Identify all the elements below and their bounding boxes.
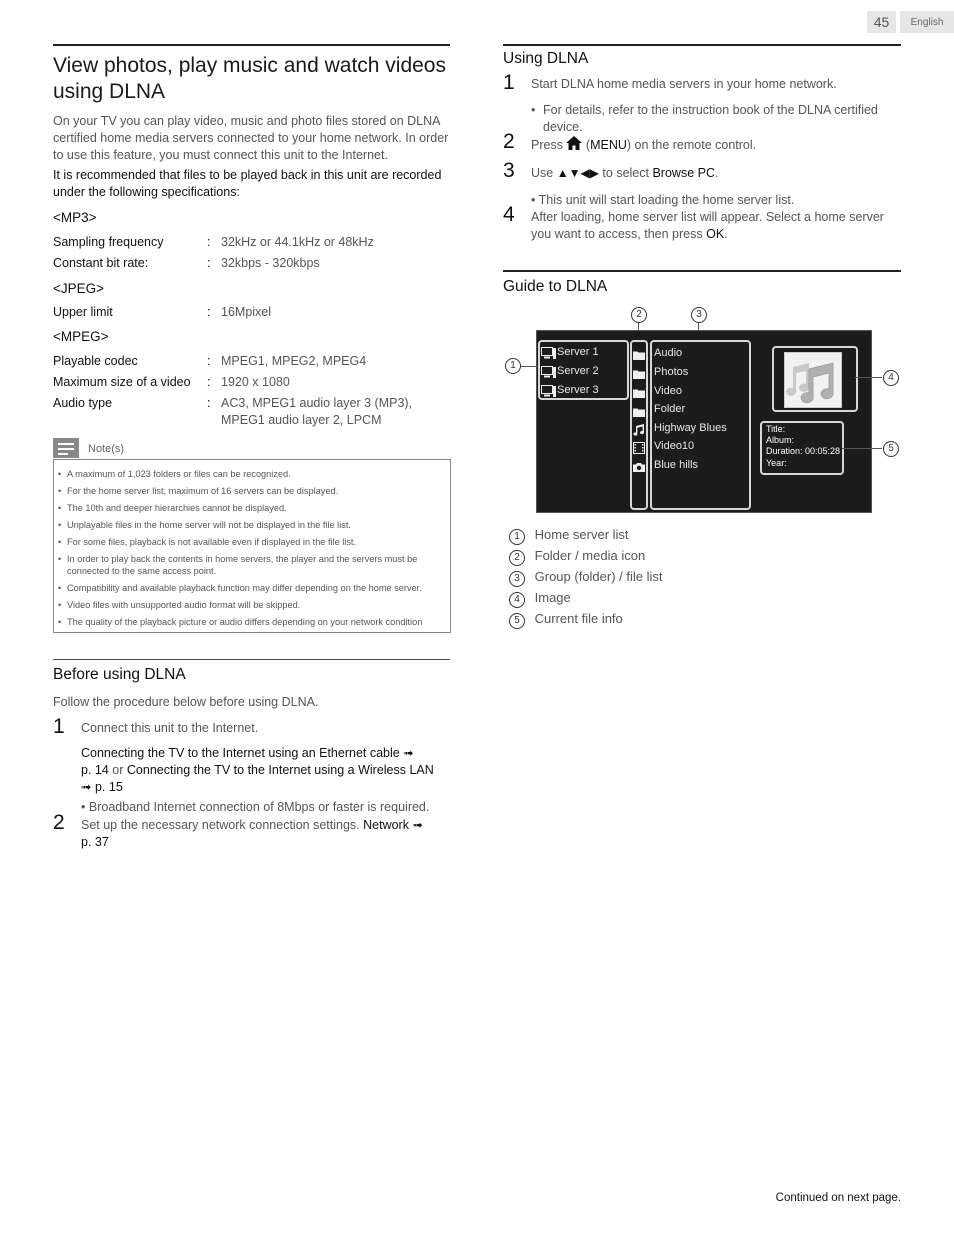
file-list-panel [650, 340, 751, 510]
server-label: Server 3 [557, 384, 599, 396]
folder-icon [633, 388, 645, 398]
server-icon [541, 347, 556, 359]
file-item[interactable]: Folder [654, 403, 686, 415]
bullet-dot: • [531, 103, 536, 117]
menu-key: MENU [590, 138, 627, 152]
spec-value: MPEG1, MPEG2, MPEG4 [221, 354, 367, 368]
image-thumbnail [784, 352, 842, 408]
dlna-screen [536, 330, 872, 513]
title-rule [53, 44, 450, 46]
folder-icon [633, 350, 645, 360]
legend-item [509, 527, 629, 545]
using-step-3-number: 3 [503, 159, 515, 182]
spec-label: Playable codec [53, 354, 138, 368]
file-info-panel [760, 421, 844, 475]
image-panel [772, 346, 858, 412]
notes-list [54, 469, 448, 634]
continued-footer: Continued on next page. [775, 1192, 901, 1204]
info-album: Album: [766, 435, 795, 445]
spec-row [53, 353, 412, 374]
callout-2: 2 [631, 307, 647, 323]
spec-label: Maximum size of a video [53, 375, 191, 389]
ok-key: OK [706, 227, 725, 241]
using-rule [503, 44, 901, 46]
step-3-end: . [715, 166, 719, 180]
server-list-panel [538, 340, 629, 400]
music-image-icon [785, 353, 841, 407]
using-step-4-number: 4 [503, 203, 515, 226]
legend-number: 5 [509, 613, 525, 629]
before-intro: Follow the procedure below before using DLNA. [53, 695, 319, 709]
bullet-text: For details, refer to the instruction book of the DLNA certified device. [543, 103, 878, 134]
step-2-text: Set up the necessary network connection settings. [81, 818, 360, 832]
home-icon [566, 136, 582, 150]
film-icon [633, 442, 645, 454]
arrow-icon: ➟ [412, 818, 423, 832]
using-step-3-text [531, 165, 718, 182]
callout-1-leader [521, 366, 538, 367]
ethernet-page-ref[interactable]: p. 14 [81, 763, 109, 777]
legend-number: 3 [509, 571, 525, 587]
using-step-2-number: 2 [503, 130, 515, 153]
using-step-1-bullet [531, 102, 901, 136]
wireless-link[interactable]: Connecting the TV to the Internet using a Wireless LAN [126, 763, 434, 777]
step-3-mid: to select [602, 166, 649, 180]
note-item: • A maximum of 1,023 folders or files can be recognized. [54, 469, 448, 481]
legend-item [509, 548, 645, 566]
before-rule [53, 659, 450, 660]
mpeg-spec-table [53, 353, 412, 429]
title-line-2: using DLNA [53, 80, 166, 103]
network-link[interactable]: Network [363, 818, 409, 832]
using-step-4-text [531, 209, 903, 243]
media-icon-column [630, 340, 648, 510]
before-step-2-number: 2 [53, 811, 65, 834]
bullet-dot: • [531, 193, 536, 207]
file-item[interactable]: Video10 [654, 440, 695, 452]
spec-sep: : [207, 235, 211, 249]
spec-sep: : [207, 375, 211, 389]
spec-row [53, 374, 412, 395]
spec-value: 16Mpixel [221, 305, 272, 319]
server-label: Server 2 [557, 365, 599, 377]
legend-label: Image [534, 590, 571, 605]
mp3-spec-table [53, 234, 374, 276]
step-4-text: After loading, home server list will appear. Select a home server you want to access, then press [531, 210, 884, 241]
file-item[interactable]: Blue hills [654, 459, 699, 471]
info-year: Year: [766, 458, 787, 468]
file-item[interactable]: Audio [654, 347, 683, 359]
callout-5: 5 [883, 441, 899, 457]
spec-value: 32kHz or 44.1kHz or 48kHz [221, 235, 374, 249]
file-item[interactable]: Video [654, 385, 682, 397]
network-page-ref[interactable]: p. 37 [81, 835, 109, 849]
note-item: • Compatibility and available playback function may differ depending on the home server. [54, 583, 448, 595]
guide-rule [503, 270, 901, 272]
callout-5-leader [842, 448, 882, 449]
server-icon [541, 385, 556, 397]
legend-number: 2 [509, 550, 525, 566]
using-step-1-text: Start DLNA home media servers in your home network. [531, 77, 837, 91]
note-item: • The 10th and deeper hierarchies cannot be displayed. [54, 503, 448, 515]
title-line-1: View photos, play music and watch videos [53, 54, 446, 77]
step-2-pre: Press [531, 138, 563, 152]
callout-4-leader [855, 377, 882, 378]
info-duration: Duration: 00:05:28 [766, 446, 841, 456]
jpeg-spec-table [53, 304, 271, 321]
mp3-heading: <MP3> [53, 210, 97, 225]
legend-number: 4 [509, 592, 525, 608]
using-step-3-bullet [531, 192, 794, 209]
callout-4: 4 [883, 370, 899, 386]
spec-sep: : [207, 256, 211, 270]
note-item: • In order to play back the contents in home servers, the player and the servers must be connected to the same access point. [54, 554, 448, 577]
spec-row [53, 395, 412, 429]
folder-icon [633, 369, 645, 379]
before-bullet-1 [81, 799, 429, 816]
bullet-dot: • [81, 800, 86, 814]
file-item[interactable]: Photos [654, 366, 689, 378]
folder-icon [633, 407, 645, 417]
browse-pc-label: Browse PC [652, 166, 715, 180]
spec-value [221, 395, 412, 429]
wireless-page-ref[interactable]: p. 15 [94, 780, 123, 794]
note-item: • The quality of the playback picture or audio differs depending on your network condition [54, 617, 448, 629]
legend-label: Group (folder) / file list [534, 569, 663, 584]
using-heading: Using DLNA [503, 50, 589, 67]
mpeg-heading: <MPEG> [53, 329, 109, 344]
page-title [53, 53, 453, 105]
ethernet-link[interactable]: Connecting the TV to the Internet using an Ethernet cable [81, 746, 400, 760]
step-3-pre: Use [531, 166, 554, 180]
spec-label: Constant bit rate: [53, 256, 149, 270]
callout-3: 3 [691, 307, 707, 323]
step-2-post: ) on the remote control. [626, 138, 757, 152]
jpeg-heading: <JPEG> [53, 281, 105, 296]
before-heading: Before using DLNA [53, 666, 186, 683]
server-label: Server 1 [557, 346, 599, 358]
legend-label: Current file info [534, 611, 623, 626]
spec-label: Sampling frequency [53, 235, 164, 249]
spec-label: Upper limit [53, 305, 113, 319]
before-step-1-text: Connect this unit to the Internet. [81, 721, 259, 735]
before-step-1-number: 1 [53, 715, 65, 738]
language-label: English [900, 11, 954, 33]
note-item: • Video files with unsupported audio format will be skipped. [54, 600, 448, 612]
note-item: • For the home server list, maximum of 16 servers can be displayed. [54, 486, 448, 498]
notes-box [53, 459, 451, 633]
callout-1: 1 [505, 358, 521, 374]
arrow-icon: ➟ [403, 746, 414, 760]
spec-sep: : [207, 396, 211, 410]
music-note-icon [633, 424, 645, 436]
file-item[interactable]: Highway Blues [654, 422, 727, 434]
spec-row [53, 304, 271, 321]
intro-paragraph: On your TV you can play video, music and photo files stored on DLNA certified home media servers connected to your home network. In order to use this feature, you must connect this unit to the Internet. [53, 114, 449, 162]
spec-value-line-1: AC3, MPEG1 audio layer 3 (MP3), [221, 396, 413, 410]
before-step-1-links [81, 745, 441, 796]
before-step-2-text [81, 817, 441, 851]
legend-number: 1 [509, 529, 525, 545]
using-step-1-number: 1 [503, 71, 515, 94]
camera-icon [633, 462, 645, 472]
spec-row [53, 255, 374, 276]
or-text: or [112, 763, 124, 777]
notes-icon [53, 438, 79, 458]
info-title: Title: [766, 424, 786, 434]
spec-label: Audio type [53, 396, 113, 410]
page-number: 45 [867, 11, 896, 33]
legend-label: Home server list [534, 527, 629, 542]
step-2-open: ( [585, 138, 591, 152]
notes-label: Note(s) [88, 443, 125, 455]
legend-label: Folder / media icon [534, 548, 646, 563]
spec-value-line-2: MPEG1 audio layer 2, LPCM [221, 413, 382, 427]
arrow-keys-icon: ▲▼◀▶ [556, 166, 599, 180]
legend-item [509, 590, 571, 608]
spec-value: 32kbps - 320kbps [221, 256, 320, 270]
spec-sep: : [207, 354, 211, 368]
note-item: • For some files, playback is not available even if displayed in the file list. [54, 537, 448, 549]
bullet-text: This unit will start loading the home server list. [538, 193, 795, 207]
legend-item [509, 569, 663, 587]
server-icon [541, 366, 556, 378]
intro-bold-paragraph: It is recommended that files to be played back in this unit are recorded under the following specifications: [53, 168, 442, 199]
using-step-2-text [531, 136, 756, 154]
note-item: • Unplayable files in the home server will not be displayed in the file list. [54, 520, 448, 532]
spec-sep: : [207, 305, 211, 319]
legend-item [509, 611, 623, 629]
spec-value: 1920 x 1080 [221, 375, 290, 389]
step-4-end: . [724, 227, 728, 241]
bullet-text: Broadband Internet connection of 8Mbps or faster is required. [88, 800, 430, 814]
guide-heading: Guide to DLNA [503, 278, 608, 295]
arrow-icon: ➟ [81, 780, 92, 794]
spec-row [53, 234, 374, 255]
